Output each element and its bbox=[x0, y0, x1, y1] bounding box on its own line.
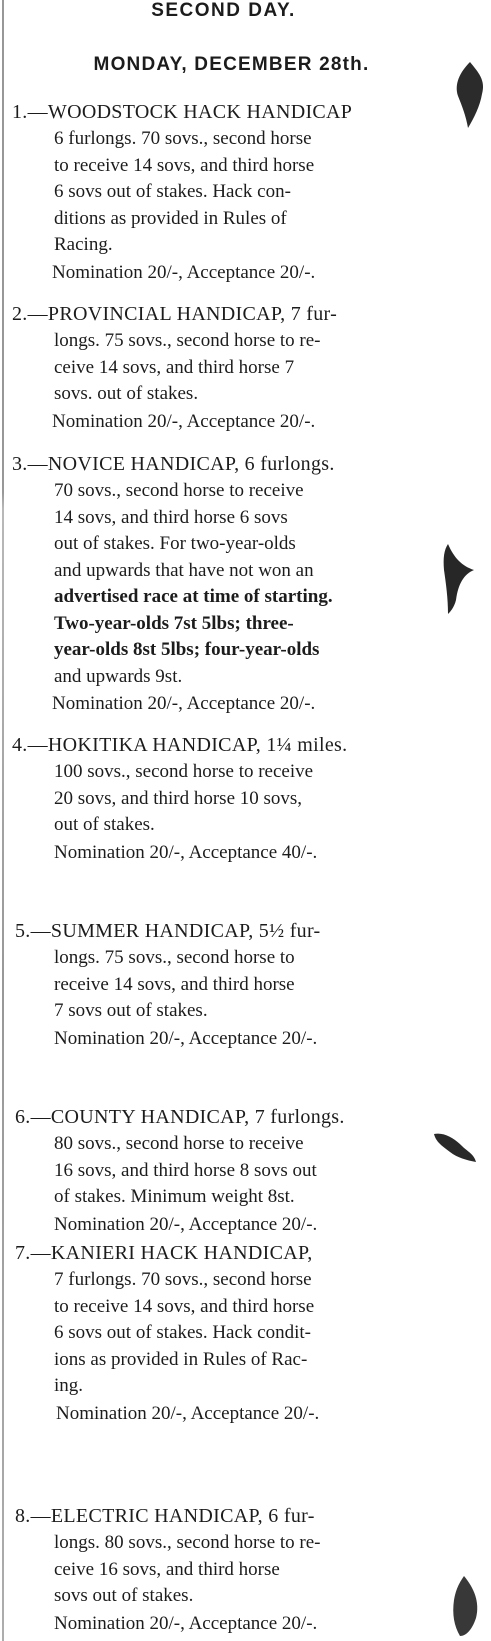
race-fees: Nomination 20/-, Acceptance 20/-. bbox=[54, 1612, 318, 1634]
race-item bbox=[12, 1503, 432, 1637]
race-conditions bbox=[12, 759, 432, 839]
race-title: 8.—ELECTRIC HANDICAP, 6 fur- bbox=[15, 1505, 315, 1527]
race-conditions bbox=[12, 1267, 432, 1400]
race-conditions bbox=[12, 478, 432, 690]
race-text-line: ing. bbox=[54, 1375, 84, 1396]
race-item bbox=[12, 1104, 432, 1238]
race-fees: Nomination 20/-, Acceptance 20/-. bbox=[52, 410, 316, 432]
race-text-line: 16 sovs, and third horse 8 sovs out bbox=[54, 1159, 317, 1181]
race-text-line: advertised race at time of starting. bbox=[54, 586, 333, 607]
race-text-line: Racing. bbox=[54, 234, 113, 255]
race-item bbox=[12, 732, 432, 866]
race-title: 2.—PROVINCIAL HANDICAP, 7 fur- bbox=[12, 303, 338, 325]
race-text-line: of stakes. Minimum weight 8st. bbox=[54, 1186, 295, 1207]
race-text-line: ditions as provided in Rules of bbox=[54, 207, 287, 229]
day-heading: SECOND DAY. bbox=[151, 0, 296, 21]
race-text-line: 80 sovs., second horse to receive bbox=[54, 1133, 304, 1154]
race-item bbox=[12, 99, 432, 286]
race-text-line: Two-year-olds 7st 5lbs; three- bbox=[54, 612, 294, 634]
race-title: 1.—WOODSTOCK HACK HANDICAP bbox=[12, 101, 353, 123]
race-text-line: longs. 75 sovs., second horse to bbox=[54, 947, 295, 968]
race-title: 4.—HOKITIKA HANDICAP, 1¼ miles. bbox=[12, 734, 348, 756]
race-text-line: sovs out of stakes. bbox=[54, 1585, 194, 1606]
race-text-line: ceive 14 sovs, and third horse 7 bbox=[54, 356, 295, 378]
race-text-line: 6 sovs out of stakes. Hack con- bbox=[54, 181, 291, 202]
race-fees: Nomination 20/-, Acceptance 20/-. bbox=[54, 1027, 318, 1049]
race-text-line: longs. 75 sovs., second horse to re- bbox=[54, 330, 321, 351]
race-item bbox=[12, 918, 432, 1052]
ink-blot-icon bbox=[440, 540, 480, 616]
race-item bbox=[12, 1240, 432, 1427]
race-text-line: 70 sovs., second horse to receive bbox=[54, 480, 304, 501]
race-title: 5.—SUMMER HANDICAP, 5½ fur- bbox=[15, 920, 321, 942]
ink-blot-icon bbox=[444, 1574, 484, 1638]
race-text-line: to receive 14 sovs, and third horse bbox=[54, 154, 315, 176]
race-text-line: 20 sovs, and third horse 10 sovs, bbox=[54, 787, 303, 809]
race-item bbox=[12, 451, 432, 717]
race-text-line: 100 sovs., second horse to receive bbox=[54, 761, 314, 782]
race-fees: Nomination 20/-, Acceptance 20/-. bbox=[54, 1213, 318, 1235]
race-title: 6.—COUNTY HANDICAP, 7 furlongs. bbox=[15, 1106, 345, 1128]
race-fees: Nomination 20/-, Acceptance 20/-. bbox=[52, 261, 316, 283]
race-text-line: sovs. out of stakes. bbox=[54, 383, 199, 404]
race-text-line: and upwards that have not won an bbox=[54, 559, 314, 581]
race-text-line: 7 sovs out of stakes. bbox=[54, 1000, 208, 1021]
race-item bbox=[12, 301, 432, 435]
race-text-line: 14 sovs, and third horse 6 sovs bbox=[54, 506, 288, 528]
race-fees: Nomination 20/-, Acceptance 20/-. bbox=[52, 693, 316, 714]
race-text-line: 7 furlongs. 70 sovs., second horse bbox=[54, 1269, 312, 1290]
race-text-line: 6 sovs out of stakes. Hack condit- bbox=[54, 1322, 311, 1343]
race-conditions bbox=[12, 1131, 432, 1211]
race-fees: Nomination 20/-, Acceptance 40/-. bbox=[54, 841, 318, 863]
race-text-line: ceive 16 sovs, and third horse bbox=[54, 1558, 280, 1580]
date-heading: MONDAY, DECEMBER 28th. bbox=[93, 54, 370, 75]
race-text-line: to receive 14 sovs, and third horse bbox=[54, 1295, 315, 1317]
race-text-line: year-olds 8st 5lbs; four-year-olds bbox=[54, 639, 320, 660]
race-title: 3.—NOVICE HANDICAP, 6 furlongs. bbox=[12, 453, 335, 475]
race-conditions bbox=[12, 126, 432, 259]
race-text-line: longs. 80 sovs., second horse to re- bbox=[54, 1532, 321, 1553]
race-text-line: receive 14 sovs, and third horse bbox=[54, 973, 295, 995]
race-title: 7.—KANIERI HACK HANDICAP, bbox=[15, 1242, 313, 1264]
race-fees: Nomination 20/-, Acceptance 20/-. bbox=[56, 1402, 320, 1424]
race-conditions bbox=[12, 328, 432, 408]
race-conditions bbox=[12, 1530, 432, 1610]
race-text-line: ions as provided in Rules of Rac- bbox=[54, 1348, 308, 1370]
column-rule bbox=[2, 0, 4, 1641]
race-conditions bbox=[12, 945, 432, 1025]
race-text-line: 6 furlongs. 70 sovs., second horse bbox=[54, 128, 312, 149]
race-text-line: out of stakes. bbox=[54, 814, 155, 835]
race-text-line: out of stakes. For two-year-olds bbox=[54, 533, 296, 554]
ink-blot-icon bbox=[432, 1124, 478, 1164]
ink-blot-icon bbox=[452, 60, 488, 130]
race-text-line: and upwards 9st. bbox=[54, 665, 183, 687]
